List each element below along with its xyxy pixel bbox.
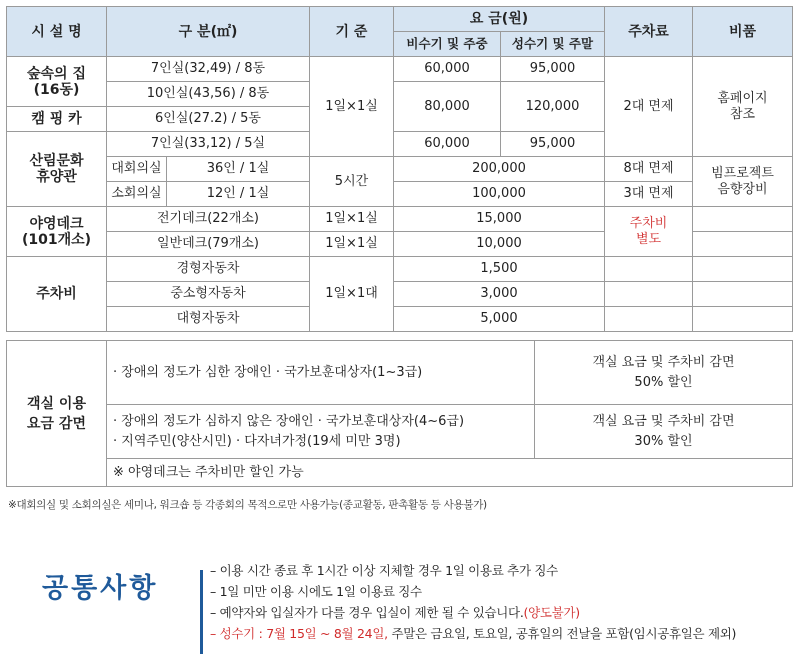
items-homepage-2: 참조 — [729, 106, 756, 122]
empty-cell — [693, 307, 793, 332]
items-homepage-cell — [693, 57, 793, 157]
discount-category-2: 요금 감면 — [27, 415, 86, 432]
common-list — [210, 560, 790, 644]
table-row-type: 일반데크(79개소) — [107, 232, 310, 257]
camping-car-name: 캠 핑 카 — [7, 107, 107, 132]
culture-hall-cell — [7, 132, 107, 207]
header-name: 시 설 명 — [7, 7, 107, 57]
fee: 3,000 — [394, 282, 605, 307]
culture-hall-name-2: 휴양관 — [36, 169, 77, 185]
empty-cell — [693, 232, 793, 257]
header-offpeak: 비수기 및 주중 — [394, 32, 501, 57]
deck-cell — [7, 207, 107, 257]
empty-cell — [693, 257, 793, 282]
items-projector-2: 음향장비 — [717, 181, 768, 197]
common-item: – 이용 시간 종료 후 1시간 이상 지체할 경우 1일 이용료 추가 징수 — [210, 563, 558, 578]
header-basis: 기 준 — [310, 7, 394, 57]
deck-discount-note: ※ 야영데크는 주차비만 할인 가능 — [107, 459, 793, 487]
discount-category: 객실 이용 — [27, 395, 86, 412]
table-row-type: 10인실(43,56) / 8동 — [107, 82, 310, 107]
fee-table — [6, 6, 793, 332]
table-row-type: 12인 / 1실 — [167, 182, 310, 207]
table-row-type: 경형자동차 — [107, 257, 310, 282]
discount-group-1: · 장애의 정도가 심한 장애인 · 국가보훈대상자(1~3급) — [107, 341, 535, 405]
common-item-text: 주말은 금요일, 토요일, 공휴일의 전날을 포함(임시공휴일은 제외) — [387, 626, 737, 641]
common-item-text: – 예약자와 입실자가 다를 경우 입실이 제한 될 수 있습니다. — [210, 605, 524, 620]
basis-day-room: 1일×1실 — [310, 57, 394, 157]
peak-fee: 95,000 — [501, 132, 605, 157]
table-row-type: 7인실(33,12) / 5실 — [107, 132, 310, 157]
deck-count: (101개소) — [21, 231, 92, 248]
parking-exempt: 3대 면제 — [605, 182, 693, 207]
table-row-type: 전기데크(22개소) — [107, 207, 310, 232]
common-item — [210, 602, 790, 623]
parking-separate-cell — [605, 207, 693, 257]
fee: 200,000 — [394, 157, 605, 182]
peak-fee: 120,000 — [501, 82, 605, 132]
forest-house-cell — [7, 57, 107, 107]
discount-benefit: 객실 요금 및 주차비 감면 — [592, 413, 735, 429]
footnote: ※대회의실 및 소회의실은 세미나, 워크숍 등 각종회의 목적으로만 사용가능(종교활동, 판촉활동 등 사용불가) — [8, 499, 487, 511]
discount-benefit: 객실 요금 및 주차비 감면 — [592, 354, 735, 370]
common-divider — [200, 570, 203, 654]
common-title: 공통사항 — [42, 573, 159, 604]
fee: 10,000 — [394, 232, 605, 257]
parking-fee-name: 주차비 — [7, 257, 107, 332]
table-row-type: 대형자동차 — [107, 307, 310, 332]
room-name: 소회의실 — [107, 182, 167, 207]
common-item-red: – 성수기 : 7월 15일 ~ 8월 24일, — [210, 626, 388, 641]
table-row-type: 36인 / 1실 — [167, 157, 310, 182]
table-row-type: 6인실(27.2) / 5동 — [107, 107, 310, 132]
header-fee: 요 금(원) — [394, 7, 605, 32]
discount-group-1-benefit-cell — [535, 341, 793, 405]
discount-group-2-line-1: · 장애의 정도가 심하지 않은 장애인 · 국가보훈대상자(4~6급) — [113, 413, 465, 429]
parking-separate: 주차비 — [629, 215, 668, 231]
empty-cell — [605, 282, 693, 307]
offpeak-fee: 80,000 — [394, 82, 501, 132]
header-type: 구 분(㎡) — [107, 7, 310, 57]
peak-fee: 95,000 — [501, 57, 605, 82]
common-item — [210, 623, 790, 644]
items-homepage: 홈페이지 — [717, 90, 768, 106]
empty-cell — [693, 282, 793, 307]
basis-day-room: 1일×1실 — [310, 232, 394, 257]
parking-exempt: 8대 면제 — [605, 157, 693, 182]
empty-cell — [605, 307, 693, 332]
parking-separate-2: 별도 — [635, 231, 662, 247]
discount-table — [6, 340, 793, 487]
room-name: 대회의실 — [107, 157, 167, 182]
table-row-type: 중소형자동차 — [107, 282, 310, 307]
basis-day-car: 1일×1대 — [310, 257, 394, 332]
fee: 1,500 — [394, 257, 605, 282]
discount-group-2-cell — [107, 405, 535, 459]
fee: 15,000 — [394, 207, 605, 232]
items-projector-cell — [693, 157, 793, 207]
parking-exempt: 2대 면제 — [605, 57, 693, 157]
empty-cell — [605, 257, 693, 282]
fee: 5,000 — [394, 307, 605, 332]
discount-group-2-benefit-cell — [535, 405, 793, 459]
deck-name: 야영데크 — [29, 215, 84, 232]
table-row-type: 7인실(32,49) / 8동 — [107, 57, 310, 82]
header-parking: 주차료 — [605, 7, 693, 57]
culture-hall-name: 산림문화 — [29, 153, 84, 169]
discount-category-cell — [7, 341, 107, 487]
items-projector: 빔프로젝트 — [711, 165, 774, 181]
page — [6, 6, 794, 512]
common-item: – 1일 미만 이용 시에도 1일 이용료 징수 — [210, 584, 422, 599]
header-peak: 성수기 및 주말 — [501, 32, 605, 57]
forest-house-count: (16동) — [33, 81, 80, 98]
discount-group-2-line-2: · 지역주민(양산시민) · 다자녀가정(19세 미만 3명) — [113, 433, 401, 449]
offpeak-fee: 60,000 — [394, 57, 501, 82]
fee: 100,000 — [394, 182, 605, 207]
offpeak-fee: 60,000 — [394, 132, 501, 157]
forest-house-name: 숲속의 집 — [27, 65, 86, 82]
discount-rate: 30% 할인 — [634, 433, 693, 449]
empty-cell — [693, 207, 793, 232]
header-items: 비품 — [693, 7, 793, 57]
discount-rate: 50% 할인 — [634, 374, 693, 390]
common-item-red: (양도불가) — [523, 605, 580, 620]
basis-hours: 5시간 — [310, 157, 394, 207]
basis-day-room: 1일×1실 — [310, 207, 394, 232]
